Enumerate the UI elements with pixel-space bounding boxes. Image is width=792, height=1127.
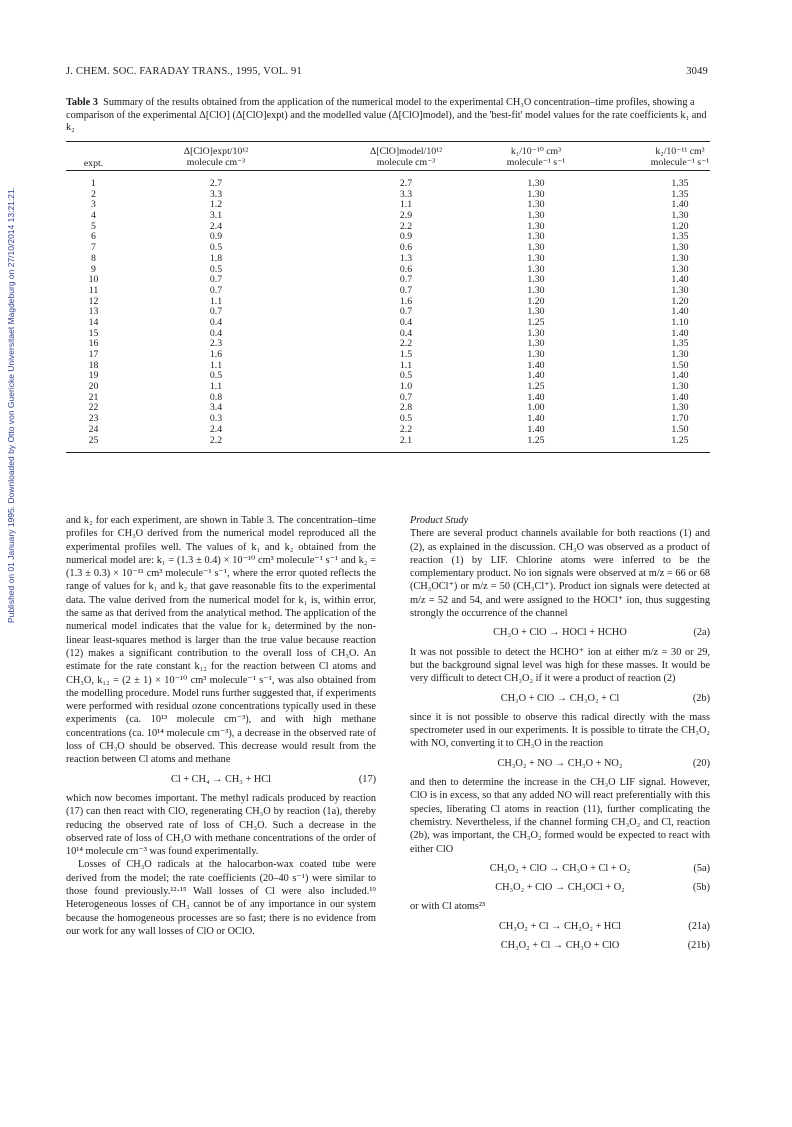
cell-k2: 1.40 — [671, 306, 689, 318]
header-clo-expt — [156, 146, 276, 168]
header-clo-expt-line1: Δ[ClO]expt/10¹² — [183, 146, 249, 157]
equation-21b-text: CH₃O₂ + Cl → CH₃O + ClO — [500, 940, 620, 952]
cell-k2: 1.30 — [671, 349, 689, 360]
cell-k1: 1.40 — [527, 391, 545, 403]
cell-clo-model: 1.0 — [399, 381, 413, 393]
cell-expt: 24 — [88, 423, 99, 435]
equation-21a — [410, 920, 710, 933]
table-row — [66, 200, 710, 211]
cell-clo-expt: 0.3 — [209, 413, 223, 425]
cell-expt: 19 — [88, 370, 99, 382]
cell-clo-expt: 0.7 — [209, 284, 223, 296]
cell-k1: 1.30 — [527, 284, 545, 296]
cell-expt: 22 — [88, 402, 99, 414]
cell-clo-model: 0.4 — [399, 316, 413, 328]
table-row — [66, 222, 710, 233]
cell-expt: 7 — [91, 242, 96, 254]
table-row — [66, 243, 710, 254]
right-paragraph-1: There are several product channels available for both reactions (1) and (2), as explained in the discussion. CH₃O was observed as a product of reaction (1) by LIF. Chlorine atoms were inferred to be the complementary product. No ion signals were observed at m/z = 66 or 68 (CH₃OCl⁺) or m/z = 50 (CH₃Cl⁺). Product ion signals were detected at m/z = 52 and 54, and were assigned to the HOCl⁺ ion, thus suggesting strongly the occurrence of the channel — [410, 528, 710, 620]
cell-k2: 1.35 — [671, 338, 689, 350]
page-number: 3049 — [686, 66, 708, 77]
cell-k2: 1.40 — [671, 391, 689, 403]
cell-k1: 1.20 — [527, 295, 545, 307]
cell-expt: 16 — [88, 338, 99, 350]
equation-5b-text: CH₃O₂ + ClO → CH₃OCl + O₂ — [495, 882, 625, 894]
equation-21a-text: CH₃O₂ + Cl → CH₂O₂ + HCl — [498, 920, 622, 932]
cell-k1: 1.30 — [527, 327, 545, 339]
results-table — [66, 141, 710, 453]
cell-expt: 20 — [88, 381, 99, 393]
cell-k1: 1.30 — [527, 188, 545, 200]
cell-clo-expt: 0.4 — [209, 327, 223, 339]
cell-k1: 1.30 — [527, 263, 545, 275]
equation-17-text: Cl + CH₄ → CH₃ + HCl — [170, 773, 272, 785]
cell-expt: 3 — [91, 199, 96, 211]
equation-17 — [66, 773, 376, 786]
cell-k1: 1.30 — [527, 231, 545, 243]
cell-expt: 17 — [88, 349, 99, 360]
download-watermark — [4, 180, 18, 630]
cell-k2: 1.30 — [671, 252, 689, 264]
cell-k1: 1.00 — [527, 402, 545, 414]
table-row — [66, 361, 710, 372]
cell-k2: 1.50 — [671, 359, 689, 371]
header-k1-line2: molecule⁻¹ s⁻¹ — [506, 157, 566, 168]
equation-5a — [410, 862, 710, 875]
cell-expt: 25 — [88, 434, 99, 446]
cell-k2: 1.30 — [671, 402, 689, 414]
equation-5a-number: (5a) — [693, 862, 710, 874]
header-k1-line1: k₁/10⁻¹⁰ cm³ — [510, 146, 562, 157]
table-row — [66, 307, 710, 318]
cell-clo-model: 2.9 — [399, 210, 413, 222]
cell-clo-expt: 3.4 — [209, 402, 223, 414]
equation-2a-text: CH₃O + ClO → HOCl + HCHO — [493, 627, 627, 639]
header-clo-model-line1: Δ[ClO]model/10¹² — [369, 146, 443, 157]
cell-clo-model: 1.1 — [399, 359, 413, 371]
cell-k1: 1.40 — [527, 423, 545, 435]
table-row — [66, 211, 710, 222]
table-row — [66, 297, 710, 308]
cell-clo-expt: 0.5 — [209, 242, 223, 254]
table-row — [66, 265, 710, 276]
cell-expt: 5 — [91, 220, 96, 232]
equation-21a-number: (21a) — [688, 920, 710, 932]
cell-k2: 1.30 — [671, 210, 689, 222]
cell-clo-model: 0.7 — [399, 284, 413, 296]
cell-clo-model: 0.7 — [399, 391, 413, 403]
cell-clo-expt: 2.2 — [209, 434, 223, 446]
cell-k2: 1.20 — [671, 220, 689, 232]
header-clo-expt-line2: molecule cm⁻³ — [186, 157, 246, 168]
header-k1 — [476, 146, 596, 168]
header-k2 — [620, 146, 740, 168]
cell-clo-expt: 2.4 — [209, 423, 223, 435]
cell-k1: 1.25 — [527, 381, 545, 393]
cell-expt: 2 — [91, 188, 96, 200]
cell-k1: 1.30 — [527, 349, 545, 360]
cell-clo-expt: 0.5 — [209, 263, 223, 275]
cell-clo-model: 2.2 — [399, 423, 413, 435]
cell-clo-expt: 0.9 — [209, 231, 223, 243]
right-paragraph-5: or with Cl atoms²³ — [410, 901, 486, 913]
cell-clo-model: 1.5 — [399, 349, 413, 360]
left-paragraph-1: and k₂ for each experiment, are shown in Table 3. The concentration–time profiles for CH₃O derived from the numerical model reproduced all the experimental profiles well. The values of k₁ and k₂ obtained from the numerical model are: k₁ = (1.3 ± 0.4) × 10⁻¹⁰ cm³ molecule⁻¹ s⁻¹ and k₂ = (1.3 ± 0.3) × 10⁻¹¹ cm³ molecule⁻¹ s⁻¹, where the error quoted reflects the range of values for k₁ and k₂ that gave reasonable fits to the experimental data. The value derived from the numerical model for k₁ is, within error, the same as that derived from the analytical method. The application of the numerical model indicates that the value for k₂ determined by the non-linear least-squares method is larger than the true value because reaction (12) makes a significant contribution to the overall loss of CH₃O. An estimate for the rate constant k₁₂ for the reaction between Cl atoms and CH₃O, k₁₂ = (2 ± 1) × 10⁻¹⁰ cm³ molecule⁻¹ s⁻¹, was also obtained from the modelling procedure. Model runs further suggested that, if experiments were performed with residual ozone concentrations typically used in these experiments (ca. 10¹³ molecule cm⁻³), and with high methane concentrations (ca. 10¹⁴ molecule cm⁻³), a decrease in the observed rate of loss of CH₃O should be observed. This decrease would result from the reaction between Cl atoms and methane — [66, 515, 376, 766]
header-expt-label: expt. — [83, 158, 104, 169]
table-row — [66, 425, 710, 436]
cell-k1: 1.30 — [527, 306, 545, 318]
cell-expt: 8 — [91, 252, 96, 264]
cell-k2: 1.40 — [671, 274, 689, 286]
table-row — [66, 179, 710, 190]
cell-clo-expt: 1.6 — [209, 349, 223, 360]
left-column — [66, 514, 376, 938]
header-clo-model — [346, 146, 466, 168]
header-k2-line1: k₂/10⁻¹¹ cm³ — [655, 146, 705, 157]
cell-k2: 1.35 — [671, 188, 689, 200]
equation-5b — [410, 881, 710, 894]
cell-clo-model: 0.5 — [399, 413, 413, 425]
equation-2b — [410, 692, 710, 705]
left-paragraph-3: Losses of CH₃O radicals at the halocarbon-wax coated tube were derived from the model; the rate coefficients (20–40 s⁻¹) were similar to those found previously.¹²·¹⁵ Wall losses of Cl were also included.¹⁹ Heterogeneous losses of CH₃ cannot be of any importance in our system because the homogeneous processes are so fast; there is no evidence from our work for any wall losses of ClO or OClO. — [66, 859, 376, 937]
cell-clo-expt: 0.4 — [209, 316, 223, 328]
header-expt — [66, 158, 121, 169]
table-row — [66, 190, 710, 201]
cell-k1: 1.40 — [527, 413, 545, 425]
equation-21b — [410, 939, 710, 952]
cell-k2: 1.25 — [671, 434, 689, 446]
table-row — [66, 275, 710, 286]
equation-21b-number: (21b) — [687, 940, 710, 952]
cell-clo-expt: 1.1 — [209, 359, 223, 371]
table-body — [66, 179, 710, 446]
cell-k1: 1.40 — [527, 370, 545, 382]
cell-expt: 13 — [88, 306, 99, 318]
cell-k2: 1.50 — [671, 423, 689, 435]
cell-clo-model: 0.4 — [399, 327, 413, 339]
cell-expt: 12 — [88, 295, 99, 307]
cell-k2: 1.70 — [671, 413, 689, 425]
cell-clo-model: 0.7 — [399, 274, 413, 286]
left-paragraph-2: which now becomes important. The methyl radicals produced by reaction (17) can then react with ClO, regenerating CH₃O by reaction (1a), thereby reducing the observed rate of loss of CH₃O. Such a decrease in the observed rate of loss of CH₃O with methane concentrations of the order of 10¹⁴ molecule cm⁻³ was found experimentally. — [66, 792, 376, 858]
cell-clo-model: 2.2 — [399, 338, 413, 350]
right-paragraph-4: and then to determine the increase in the CH₃O LIF signal. However, ClO is in excess, so that any added NO will react preferentially with this species, liberating Cl atoms in reaction (11), further complicating the chemistry. Nevertheless, if the channel forming CH₃O₂ and Cl, reaction (2b), was important, the CH₃O₂ formed would be expected to react with either ClO — [410, 777, 710, 855]
equation-20-number: (20) — [692, 757, 710, 769]
section-heading-product-study: Product Study — [410, 515, 469, 526]
cell-k1: 1.30 — [527, 210, 545, 222]
table-row — [66, 329, 710, 340]
equation-2b-text: CH₃O + ClO → CH₃O₂ + Cl — [500, 692, 620, 704]
table-caption-text: Summary of the results obtained from the application of the numerical model to the experimental CH₃O concentration–time profiles, showing a comparison of the experimental Δ[ClO] (Δ[ClO]expt) and the modelled value (Δ[ClO]model), and the 'best-fit' model values for the rate coefficients k₁ and k₂ — [66, 97, 707, 133]
cell-clo-model: 0.5 — [399, 370, 413, 382]
cell-clo-expt: 0.5 — [209, 370, 223, 382]
header-k2-line2: molecule⁻¹ s⁻¹ — [650, 157, 710, 168]
table-header — [66, 142, 710, 170]
cell-expt: 18 — [88, 359, 99, 371]
cell-k2: 1.20 — [671, 295, 689, 307]
cell-k2: 1.30 — [671, 284, 689, 296]
cell-k1: 1.30 — [527, 274, 545, 286]
cell-clo-expt: 1.1 — [209, 295, 223, 307]
cell-k2: 1.40 — [671, 199, 689, 211]
cell-clo-expt: 0.7 — [209, 274, 223, 286]
cell-expt: 10 — [88, 274, 99, 286]
cell-clo-model: 0.6 — [399, 242, 413, 254]
cell-clo-model: 2.8 — [399, 402, 413, 414]
cell-expt: 21 — [88, 391, 99, 403]
cell-k2: 1.35 — [671, 231, 689, 243]
cell-expt: 23 — [88, 413, 99, 425]
header-clo-model-line2: molecule cm⁻³ — [376, 157, 436, 168]
table-row — [66, 286, 710, 297]
right-paragraph-3: since it is not possible to observe this radical directly with the mass spectrometer used in our experiments. It is possible to titrate the CH₃O₂ with NO, converting it to CH₃O in the reaction — [410, 711, 710, 750]
cell-k1: 1.30 — [527, 242, 545, 254]
cell-clo-model: 1.1 — [399, 199, 413, 211]
cell-clo-expt: 2.4 — [209, 220, 223, 232]
table-row — [66, 371, 710, 382]
journal-citation: J. CHEM. SOC. FARADAY TRANS., 1995, VOL. 91 — [66, 66, 302, 77]
equation-20-text: CH₃O₂ + NO → CH₃O + NO₂ — [497, 757, 623, 769]
cell-clo-model: 1.3 — [399, 252, 413, 264]
cell-clo-model: 1.6 — [399, 295, 413, 307]
cell-clo-expt: 3.3 — [209, 188, 223, 200]
cell-clo-model: 0.9 — [399, 231, 413, 243]
right-paragraph-2: It was not possible to detect the HCHO⁺ ion at either m/z = 30 or 29, but the background signal level was high for these masses. It would be very difficult to detect CH₃O₂ if it were a product of reaction (2) — [410, 646, 710, 685]
table-row — [66, 318, 710, 329]
cell-k1: 1.30 — [527, 178, 545, 189]
download-watermark-text: Published on 01 January 1995. Downloaded by Otto von Guericke Universitaet Magdeburg on 27/10/2014 13:21:21. — [6, 186, 16, 624]
right-column — [410, 514, 710, 958]
cell-clo-expt: 1.8 — [209, 252, 223, 264]
cell-clo-expt: 0.7 — [209, 306, 223, 318]
cell-expt: 11 — [88, 284, 99, 296]
cell-k2: 1.30 — [671, 242, 689, 254]
table-row — [66, 254, 710, 265]
table-caption-label: Table 3 — [66, 97, 98, 108]
cell-k1: 1.25 — [527, 316, 545, 328]
table-caption — [66, 97, 708, 135]
cell-expt: 4 — [91, 210, 96, 222]
cell-k1: 1.30 — [527, 220, 545, 232]
table-row — [66, 339, 710, 350]
cell-clo-expt: 2.3 — [209, 338, 223, 350]
table-row — [66, 436, 710, 447]
cell-clo-model: 3.3 — [399, 188, 413, 200]
cell-expt: 9 — [91, 263, 96, 275]
equation-20 — [410, 757, 710, 770]
table-row — [66, 350, 710, 361]
table-header-rule — [66, 170, 710, 171]
equation-2a — [410, 626, 710, 639]
cell-clo-expt: 3.1 — [209, 210, 223, 222]
cell-clo-expt: 1.1 — [209, 381, 223, 393]
cell-clo-model: 0.7 — [399, 306, 413, 318]
table-row — [66, 393, 710, 404]
table-row — [66, 414, 710, 425]
cell-k2: 1.40 — [671, 327, 689, 339]
equation-2a-number: (2a) — [693, 627, 710, 639]
cell-k2: 1.35 — [671, 178, 689, 189]
cell-k1: 1.30 — [527, 199, 545, 211]
cell-k2: 1.30 — [671, 381, 689, 393]
cell-k2: 1.10 — [671, 316, 689, 328]
cell-k1: 1.30 — [527, 338, 545, 350]
cell-clo-expt: 0.8 — [209, 391, 223, 403]
cell-expt: 1 — [91, 178, 96, 189]
cell-clo-model: 2.2 — [399, 220, 413, 232]
table-row — [66, 382, 710, 393]
cell-k2: 1.40 — [671, 370, 689, 382]
cell-clo-expt: 2.7 — [209, 178, 223, 189]
cell-expt: 14 — [88, 316, 99, 328]
equation-2b-number: (2b) — [692, 692, 710, 704]
cell-clo-model: 0.6 — [399, 263, 413, 275]
cell-k1: 1.25 — [527, 434, 545, 446]
cell-k1: 1.30 — [527, 252, 545, 264]
equation-5b-number: (5b) — [692, 882, 710, 894]
cell-expt: 6 — [91, 231, 96, 243]
table-row — [66, 232, 710, 243]
cell-clo-model: 2.7 — [399, 178, 413, 189]
equation-17-number: (17) — [358, 773, 376, 785]
cell-k1: 1.40 — [527, 359, 545, 371]
cell-expt: 15 — [88, 327, 99, 339]
table-row — [66, 403, 710, 414]
equation-5a-text: CH₃O₂ + ClO → CH₃O + Cl + O₂ — [489, 862, 631, 874]
table-bottom-rule — [66, 452, 710, 453]
cell-clo-model: 2.1 — [399, 434, 413, 446]
cell-k2: 1.30 — [671, 263, 689, 275]
cell-clo-expt: 1.2 — [209, 199, 223, 211]
